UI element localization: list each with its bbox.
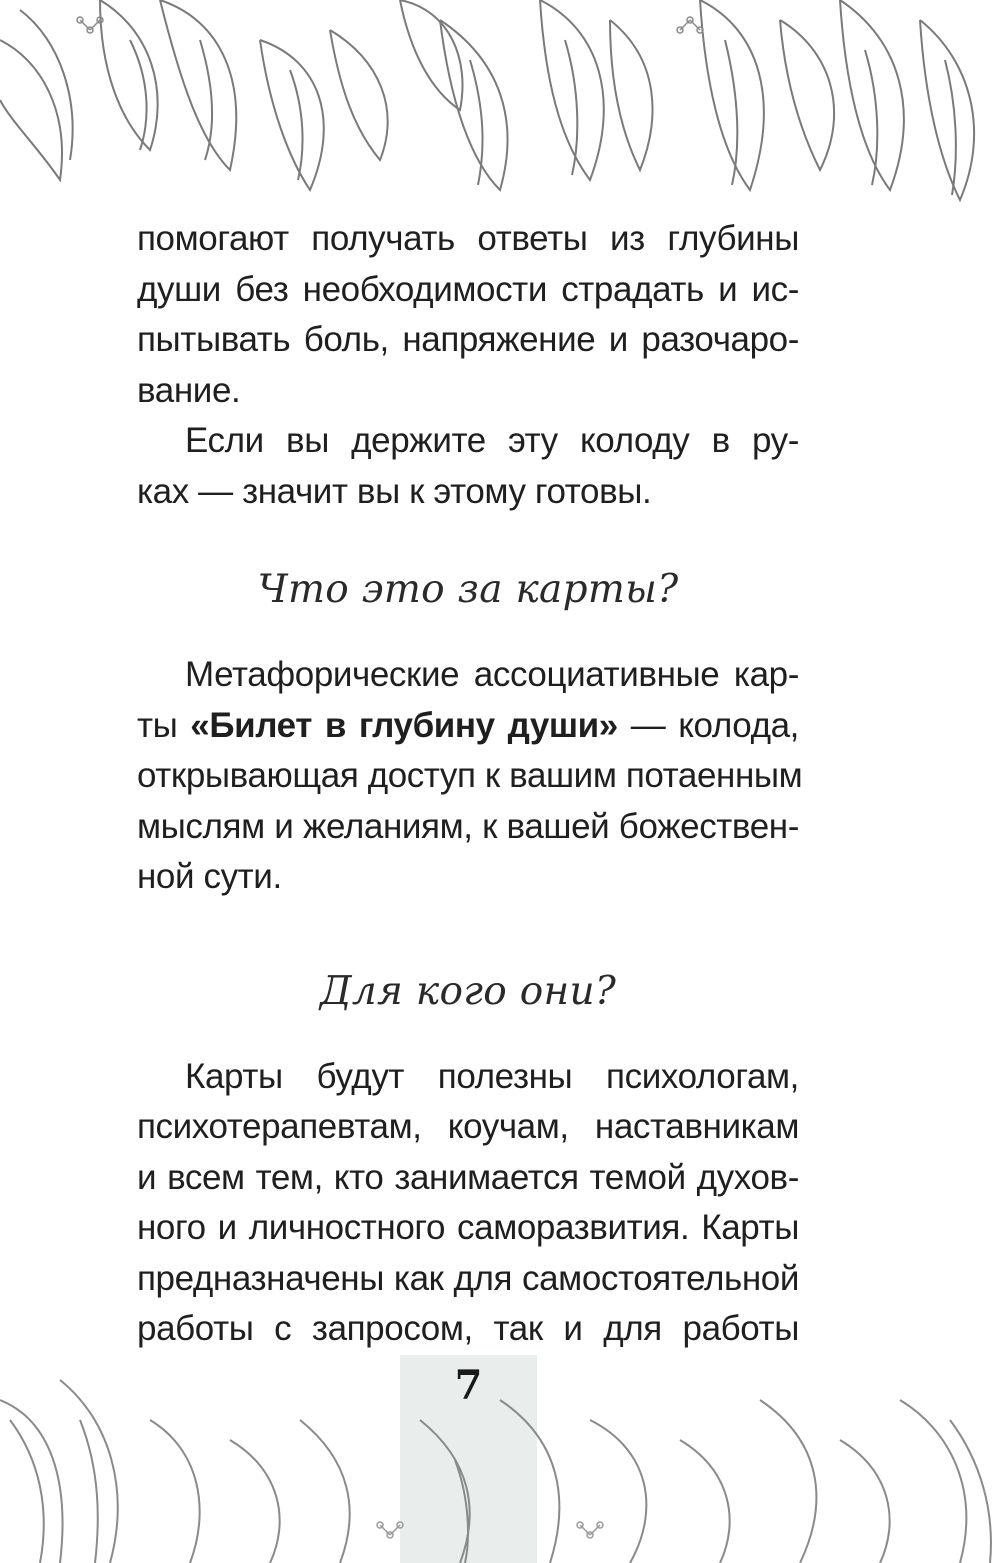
text-span: ты [137,705,191,745]
text-line: ного и личностного саморазвития. Карты [137,1208,799,1247]
deck-title: «Билет в глубину души» [190,705,618,745]
paragraph-3 [137,650,803,903]
text-line: Метафорические ассоциативные кар- [185,655,799,694]
text-line: и всем тем, кто занимается темой духов- [137,1157,799,1197]
text-line: ках — значит вы к этому готовы. [137,471,652,511]
text-span: — колода, [617,705,799,745]
page-number: 7 [454,1362,483,1409]
text-line: пытывать боль, напряжение и разочаро- [137,320,799,359]
paragraph-4 [137,1052,799,1355]
text-line: Карты будут полезны психологам, [185,1056,799,1096]
page-content [137,214,803,1355]
section-heading-who: Для кого они? [319,968,617,1014]
text-line: вание. [137,370,241,410]
text-line: психотерапевтам, коучам, наставникам [137,1107,799,1146]
paragraph-1 [137,214,799,416]
text-line: помогают получать ответы из глубины [137,219,799,258]
text-line: мыслям и желаниям, к вашей божествен- [137,806,799,846]
text-line [137,701,799,752]
top-floral-border [0,0,1000,205]
text-line: открывающая доступ к вашим потаенным [137,756,803,795]
floral-border-icon [0,0,1000,205]
text-line: работы с запросом, так и для работы [137,1309,799,1348]
text-line: ной сути. [137,857,282,896]
paragraph-2 [137,416,799,517]
text-line: Если вы держите эту колоду в ру- [185,421,799,460]
text-line: души без необходимости страдать и ис- [137,269,799,309]
text-line: предназначены как для самостоятельной [137,1258,799,1298]
section-heading-what: Что это за карты? [257,567,679,612]
